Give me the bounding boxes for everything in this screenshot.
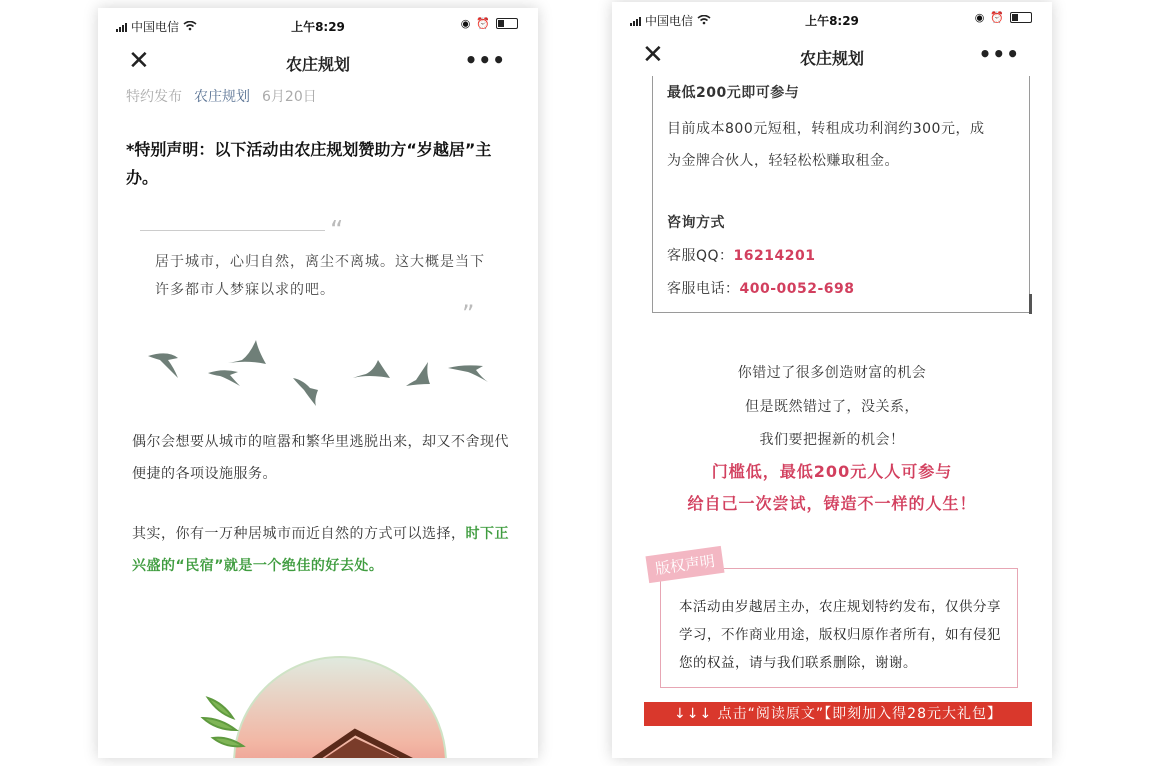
location-icon: ◉: [460, 17, 471, 30]
paragraph-minsu-text: 其实，你有一万种居城市而近自然的方式可以选择，: [132, 526, 466, 542]
paragraph-escape: 偶尔会想要从城市的喧嚣和繁华里逃脱出来，却又不舍现代便捷的各项设施服务。: [132, 434, 509, 482]
more-options-icon[interactable]: •••: [978, 42, 1020, 66]
navbar: [98, 42, 538, 82]
copyright-tag: 版权声明: [645, 546, 724, 583]
author-label: 特约发布: [126, 89, 182, 105]
missed-line-1: 你错过了很多创造财富的机会: [737, 365, 927, 381]
quote-divider: [140, 230, 325, 231]
nav-title: 农庄规划: [799, 49, 864, 68]
more-options-icon[interactable]: •••: [464, 48, 506, 72]
status-right: [461, 17, 518, 30]
phone-label: 客服电话：: [667, 281, 740, 297]
phone-screen-left: [98, 8, 538, 758]
article-meta: [126, 86, 317, 106]
cost-text-line-1: 目前成本800元短租，转租成功利润约300元，成: [667, 121, 985, 137]
close-icon[interactable]: ✕: [642, 40, 664, 70]
low-threshold-line: 门槛低，最低200元人人可参与: [711, 462, 953, 481]
qq-number[interactable]: 16214201: [733, 248, 816, 264]
account-link[interactable]: 农庄规划: [194, 89, 250, 105]
missed-line-2: 但是既然错过了，没关系，: [745, 399, 919, 415]
battery-icon: [496, 18, 518, 29]
min-amount-heading: 最低200元即可参与: [667, 85, 800, 101]
publish-date: 6月20日: [262, 89, 317, 105]
try-yourself-line: 给自己一次尝试，铸造不一样的人生！: [687, 494, 977, 513]
navbar: [612, 36, 1052, 76]
minsu-highlight: 时下正兴盛的“民宿”就是一个绝佳的好去处。: [132, 526, 509, 574]
missed-line-3: 我们要把握新的机会！: [759, 432, 905, 448]
close-quote-icon: ”: [462, 300, 475, 328]
battery-icon: [1010, 12, 1032, 23]
sunset-house-image: [233, 656, 447, 758]
quote-block: [140, 218, 510, 333]
nav-title: 农庄规划: [285, 55, 350, 74]
status-bar: [612, 2, 1052, 36]
bamboo-leaves-icon: [198, 688, 258, 758]
alarm-icon: ⏰: [476, 17, 490, 30]
status-bar: [98, 8, 538, 42]
box-corner-mark: [1029, 294, 1032, 314]
cost-text-line-2: 为金牌合伙人，轻轻松松赚取租金。: [667, 153, 899, 169]
status-right: [975, 11, 1032, 24]
birds-illustration-icon: [138, 338, 508, 408]
special-declaration: *特别声明：以下活动由农庄规划赞助方“岁越居”主办。: [126, 140, 492, 187]
qq-label: 客服QQ：: [667, 248, 734, 264]
paragraph-minsu: [132, 518, 512, 582]
phone-number[interactable]: 400-0052-698: [739, 281, 855, 297]
consult-heading: 咨询方式: [667, 215, 725, 231]
copyright-box: [654, 551, 1018, 688]
carrier-label: 中国电信: [645, 14, 694, 28]
quote-text: 居于城市，心归自然，离尘不离城。这大概是当下许多都市人梦寐以求的吧。: [155, 254, 485, 298]
qq-row: [667, 245, 815, 265]
copyright-text: 本活动由岁越居主办，农庄规划特约发布，仅供分享学习，不作商业用途，版权归原作者所有，如有侵犯您的权益，请与我们联系删除，谢谢。: [679, 599, 1001, 671]
location-icon: ◉: [974, 11, 985, 24]
alarm-icon: ⏰: [990, 11, 1004, 24]
status-time: 上午8:29: [805, 14, 859, 28]
carrier-label: 中国电信: [131, 20, 180, 34]
phone-screen-right: [612, 2, 1052, 758]
status-time: 上午8:29: [291, 20, 345, 34]
phone-row: [667, 278, 855, 298]
close-icon[interactable]: ✕: [128, 46, 150, 76]
open-quote-icon: “: [330, 216, 344, 246]
read-original-banner[interactable]: ↓↓↓ 点击“阅读原文”【即刻加入得28元大礼包】: [644, 702, 1032, 726]
